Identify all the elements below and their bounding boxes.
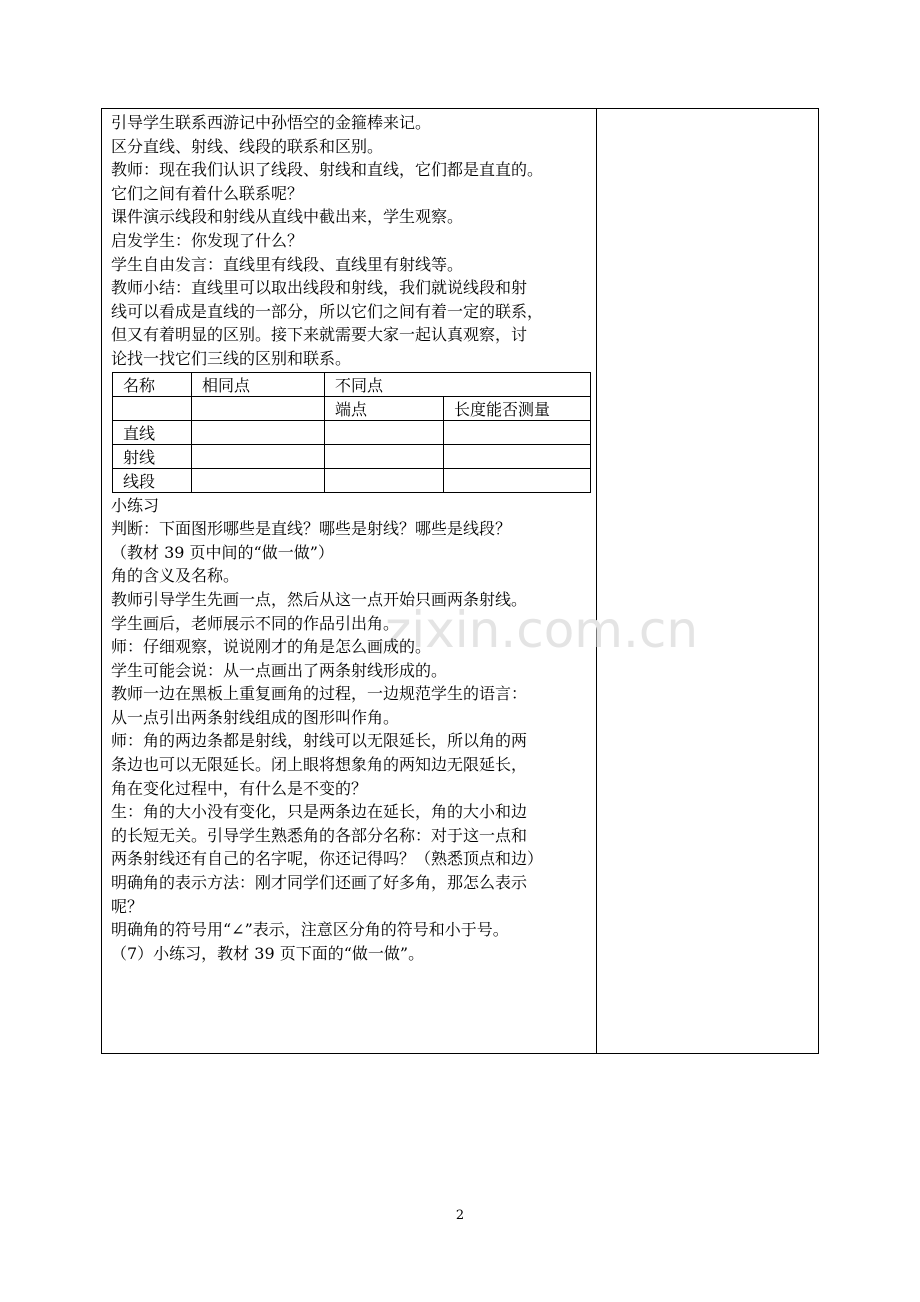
table-cell	[192, 420, 325, 444]
table-cell	[444, 444, 591, 468]
table-row	[113, 396, 591, 420]
watermark: zixin.com.cn	[385, 601, 699, 659]
table-row	[113, 468, 591, 492]
text-line: 线可以看成是直线的一部分，所以它们之间有着一定的联系，	[111, 301, 544, 321]
text-line: 明确角的表示方法：刚才同学们还画了好多角，那怎么表示	[111, 873, 528, 893]
subheader-measure: 长度能否测量	[444, 396, 591, 420]
text-line: 师：仔细观察，说说刚才的角是怎么画成的。	[111, 637, 432, 657]
row-label: 直线	[113, 420, 192, 444]
table-cell	[113, 396, 192, 420]
table-row	[113, 372, 591, 396]
text-line: 引导学生联系西游记中孙悟空的金箍棒来记。	[111, 113, 432, 132]
page-number: 2	[455, 1208, 465, 1223]
table-row	[113, 420, 591, 444]
lesson-table	[101, 108, 819, 1054]
text-line: （教材 39 页中间的“做一做”）	[111, 542, 334, 562]
header-name: 名称	[113, 372, 192, 396]
table-row	[113, 444, 591, 468]
text-line: 两条射线还有自己的名字呢，你还记得吗？（熟悉顶点和边）	[111, 849, 544, 869]
practice-text	[111, 494, 590, 966]
text-line: （7）小练习，教材 39 页下面的“做一做”。	[111, 943, 425, 963]
table-cell	[444, 420, 591, 444]
text-line: 区分直线、射线、线段的联系和区别。	[111, 136, 384, 156]
text-line: 教师：现在我们认识了线段、射线和直线，它们都是直直的。	[111, 160, 544, 180]
text-line: 师：角的两边条都是射线，射线可以无限延长，所以角的两	[111, 731, 528, 751]
table-cell	[325, 444, 444, 468]
intro-text	[111, 111, 590, 371]
text-line: 论找一找它们三线的区别和联系。	[111, 348, 352, 368]
text-line: 教师小结：直线里可以取出线段和射线，我们就说线段和射	[111, 278, 528, 298]
text-line: 它们之间有着什么联系呢？	[111, 183, 304, 203]
text-line: 启发学生：你发现了什么？	[111, 230, 304, 250]
text-line: 课件演示线段和射线从直线中截出来，学生观察。	[111, 207, 464, 227]
text-line: 角在变化过程中，有什么是不变的？	[111, 778, 368, 798]
header-same: 相同点	[192, 372, 325, 396]
table-cell	[444, 468, 591, 492]
row-label: 射线	[113, 444, 192, 468]
text-line: 判断：下面图形哪些是直线？哪些是射线？哪些是线段？	[111, 519, 512, 539]
table-cell	[325, 420, 444, 444]
header-diff: 不同点	[325, 372, 591, 396]
text-line: 教师一边在黑板上重复画角的过程，一边规范学生的语言：	[111, 684, 528, 704]
table-cell	[192, 444, 325, 468]
text-line: 从一点引出两条射线组成的图形叫作角。	[111, 707, 400, 727]
table-cell	[192, 396, 325, 420]
text-line: 的长短无关。引导学生熟悉角的各部分名称：对于这一点和	[111, 825, 528, 845]
text-line: 条边也可以无限延长。闭上眼将想象角的两知边无限延长，	[111, 755, 528, 775]
subheader-endpoint: 端点	[325, 396, 444, 420]
text-line: 生：角的大小没有变化，只是两条边在延长，角的大小和边	[111, 802, 528, 822]
comparison-table	[112, 372, 591, 493]
text-line: 小练习	[111, 495, 160, 515]
text-line: 学生可能会说：从一点画出了两条射线形成的。	[111, 660, 448, 680]
text-line: 但又有着明显的区别。接下来就需要大家一起认真观察，讨	[111, 325, 528, 345]
text-line: 明确角的符号用“∠”表示，注意区分角的符号和小于号。	[111, 920, 509, 940]
text-line: 教师引导学生先画一点，然后从这一点开始只画两条射线。	[111, 589, 528, 609]
table-cell	[192, 468, 325, 492]
table-cell	[325, 468, 444, 492]
text-line: 角的含义及名称。	[111, 566, 240, 586]
text-line: 学生自由发言：直线里有线段、直线里有射线等。	[111, 254, 464, 274]
lesson-content-cell	[102, 109, 597, 1053]
text-line: 呢？	[111, 896, 144, 916]
text-line: 学生画后，老师展示不同的作品引出角。	[111, 613, 400, 633]
row-label: 线段	[113, 468, 192, 492]
